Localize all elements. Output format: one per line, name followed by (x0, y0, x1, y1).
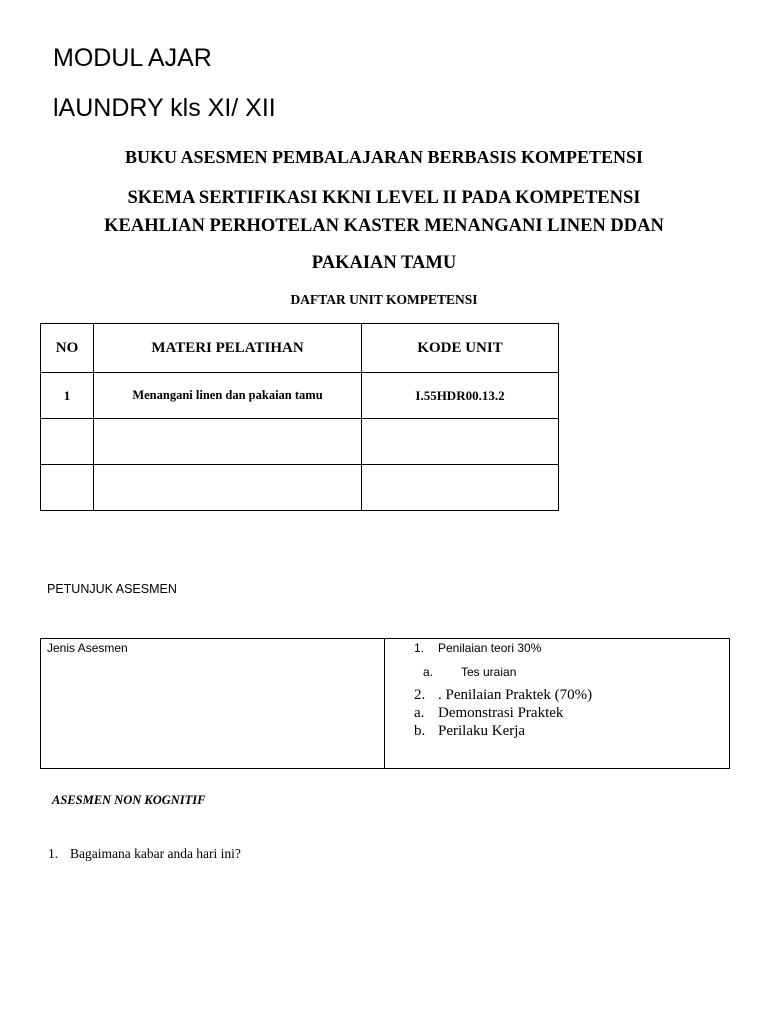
header-no: NO (41, 324, 94, 373)
module-subtitle: lAUNDRY kls XI/ XII (53, 94, 276, 122)
list-item: a. Tes uraian (423, 665, 517, 679)
cell-no: 1 (41, 373, 94, 419)
scheme-heading-line2: KEAHLIAN PERHOTELAN KASTER MENANGANI LINEN DDAN (104, 216, 664, 236)
table-row (41, 465, 559, 511)
cell-no (41, 465, 94, 511)
list-item: 1. Penilaian teori 30% (414, 641, 542, 655)
assessment-type-details (385, 639, 730, 769)
cell-materi (94, 419, 362, 465)
cell-kode (362, 419, 559, 465)
cell-no (41, 419, 94, 465)
list-item: a. Demonstrasi Praktek (414, 705, 564, 721)
unit-list-heading: DAFTAR UNIT KOMPETENSI (290, 292, 478, 307)
module-title: MODUL AJAR (53, 44, 212, 72)
list-item: b. Perilaku Kerja (414, 723, 526, 739)
question-text: Bagaimana kabar anda hari ini? (70, 846, 241, 861)
table-row (41, 373, 559, 419)
question-number: 1. (48, 846, 59, 861)
list-item: 2. . Penilaian Praktek (70%) (414, 687, 593, 703)
header-materi: MATERI PELATIHAN (94, 324, 362, 373)
non-cognitive-heading: ASESMEN NON KOGNITIF (52, 793, 206, 807)
assessment-type-table (40, 638, 730, 769)
table-header-row (41, 324, 559, 373)
cell-materi (94, 465, 362, 511)
header-kode: KODE UNIT (362, 324, 559, 373)
table-row (41, 419, 559, 465)
unit-competency-table (40, 323, 559, 511)
cell-kode (362, 465, 559, 511)
assessment-type-label: Jenis Asesmen (41, 639, 385, 769)
book-heading: BUKU ASESMEN PEMBALAJARAN BERBASIS KOMPETENSI (124, 147, 644, 167)
assessment-instructions-label: PETUNJUK ASESMEN (47, 582, 177, 596)
scheme-heading (0, 184, 768, 240)
scheme-heading-line3: PAKAIAN TAMU (311, 253, 457, 273)
cell-materi: Menangani linen dan pakaian tamu (94, 373, 362, 419)
scheme-heading-line1: SKEMA SERTIFIKASI KKNI LEVEL II PADA KOMPETENSI (127, 188, 641, 208)
cell-kode: I.55HDR00.13.2 (362, 373, 559, 419)
table-row (41, 639, 730, 769)
question-item (48, 846, 241, 862)
